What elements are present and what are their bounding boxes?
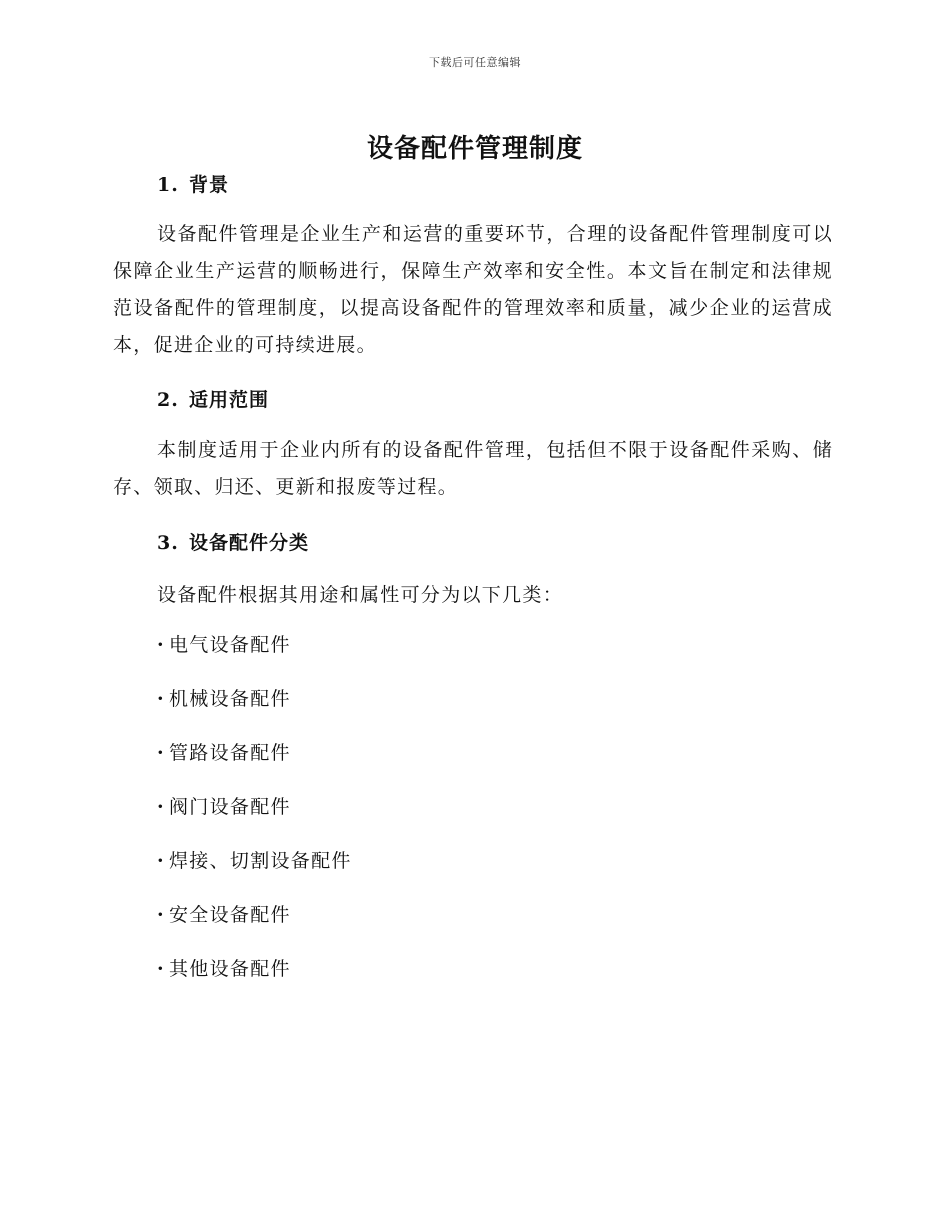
list-item bbox=[157, 792, 352, 846]
list-item bbox=[157, 738, 352, 792]
section-number: 1. bbox=[157, 174, 179, 196]
list-item bbox=[157, 900, 352, 954]
list-item bbox=[157, 954, 352, 1008]
section-heading-classification bbox=[157, 528, 309, 555]
section-number: 2. bbox=[157, 389, 179, 411]
bullet-icon: · bbox=[157, 742, 165, 764]
section-title: 设备配件分类 bbox=[189, 532, 310, 554]
list-item-text: 焊接、切割设备配件 bbox=[169, 850, 352, 872]
document-title: 设备配件管理制度 bbox=[366, 134, 583, 164]
section-number: 3. bbox=[157, 532, 179, 554]
bullet-icon: · bbox=[157, 796, 165, 818]
bullet-icon: · bbox=[157, 958, 165, 980]
header-note: 下载后可任意编辑 bbox=[429, 56, 521, 69]
list-item bbox=[157, 630, 352, 684]
list-item-text: 管路设备配件 bbox=[169, 742, 291, 764]
bullet-icon: · bbox=[157, 634, 165, 656]
classification-intro: 设备配件根据其用途和属性可分为以下几类： bbox=[157, 584, 564, 606]
section-heading-scope bbox=[157, 385, 269, 412]
list-item-text: 安全设备配件 bbox=[169, 904, 291, 926]
section-title: 适用范围 bbox=[189, 389, 270, 411]
scope-paragraph: 本制度适用于企业内所有的设备配件管理，包括但不限于设备配件采购、储存、领取、归还、更新和报废等过程。 bbox=[113, 439, 833, 498]
section-heading-background bbox=[157, 170, 229, 197]
list-item-text: 其他设备配件 bbox=[169, 958, 291, 980]
bullet-icon: · bbox=[157, 850, 165, 872]
list-item-text: 机械设备配件 bbox=[169, 688, 291, 710]
list-item-text: 阀门设备配件 bbox=[169, 796, 291, 818]
bullet-icon: · bbox=[157, 904, 165, 926]
list-item bbox=[157, 684, 352, 738]
classification-list bbox=[157, 630, 352, 1008]
bullet-icon: · bbox=[157, 688, 165, 710]
background-paragraph: 设备配件管理是企业生产和运营的重要环节，合理的设备配件管理制度可以保障企业生产运营的顺畅进行，保障生产效率和安全性。本文旨在制定和法律规范设备配件的管理制度，以提高设备配件的管理效率和质量，减少企业的运营成本，促进企业的可持续进展。 bbox=[113, 223, 833, 356]
list-item bbox=[157, 846, 352, 900]
section-title: 背景 bbox=[189, 174, 230, 196]
list-item-text: 电气设备配件 bbox=[169, 634, 291, 656]
